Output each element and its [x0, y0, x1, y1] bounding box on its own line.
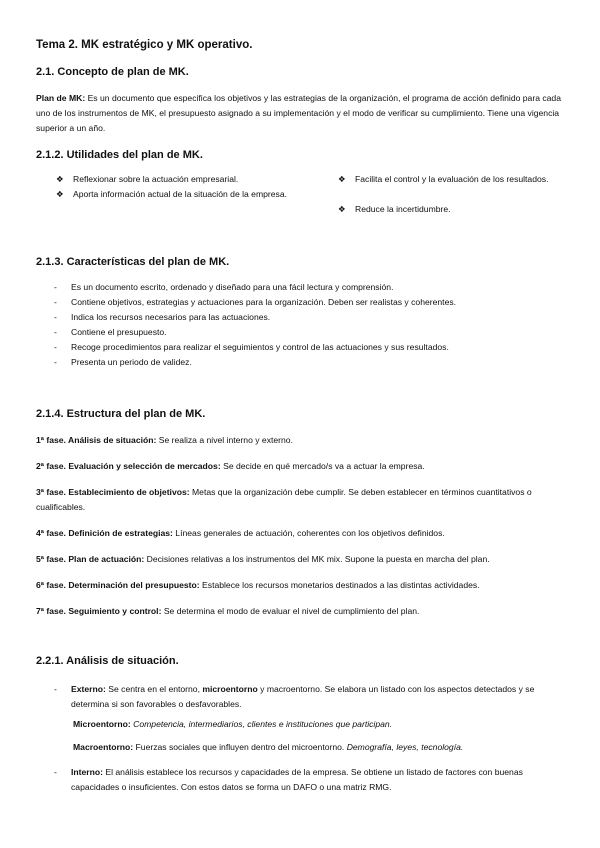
utility-item: ❖ Facilita el control y la evaluación de los resultados.	[338, 172, 568, 187]
macroentorno-line: Macroentorno: Fuerzas sociales que influyen dentro del microentorno. Demografía, leyes, tecnología.	[73, 742, 464, 752]
plan-term: Plan de MK:	[36, 93, 86, 103]
phase-item: 7ª fase. Seguimiento y control: Se determina el modo de evaluar el nivel de cumplimiento del plan.	[36, 606, 420, 616]
plan-definition-paragraph	[36, 91, 568, 136]
externo-label: Externo:	[71, 684, 106, 694]
dash-bullet: -	[54, 312, 57, 322]
dash-bullet: -	[54, 327, 57, 337]
utility-item: ❖ Reflexionar sobre la actuación empresarial.	[56, 172, 301, 187]
phase-item: 2ª fase. Evaluación y selección de mercados: Se decide en qué mercado/s va a actuar la empresa.	[36, 461, 425, 471]
characteristic-item: - Presenta un periodo de validez.	[54, 355, 568, 370]
characteristic-item: - Indica los recursos necesarios para las actuaciones.	[54, 310, 568, 325]
externo-item: - Externo: Se centra en el entorno, microentorno y macroentorno. Se elabora un listado con los aspectos detectados y se determina si son favorables o desfavorables.	[54, 684, 535, 709]
dash-bullet: -	[54, 297, 57, 307]
diamond-bullet-icon: ❖	[56, 189, 64, 199]
plan-definition-text: Es un documento que especifica los objetivos y las estrategias de la organización, el programa de acción definido para cada uno de los instrumentos de MK, el presupuesto asignado a su implementación y el modo de verificar su cumplimiento. Tiene una vigencia superior a un año.	[36, 93, 561, 133]
section-2-1-3-heading: 2.1.3. Características del plan de MK.	[36, 256, 230, 268]
dash-bullet: -	[54, 282, 57, 292]
section-2-2-1-heading: 2.2.1. Análisis de situación.	[36, 655, 179, 667]
phase-item: 6ª fase. Determinación del presupuesto: Establece los recursos monetarios destinados a las distintas actividades.	[36, 580, 480, 590]
dash-bullet: -	[54, 342, 57, 352]
diamond-bullet-icon: ❖	[56, 174, 64, 184]
phase-item: 5ª fase. Plan de actuación: Decisiones relativas a los instrumentos del MK mix. Supone la puesta en marcha del plan.	[36, 554, 490, 564]
microentorno-line: Microentorno: Competencia, intermediarios, clientes e instituciones que participan.	[73, 719, 393, 729]
diamond-bullet-icon: ❖	[338, 204, 346, 214]
phase-item: 4ª fase. Definición de estrategias: Líneas generales de actuación, coherentes con los objetivos definidos.	[36, 528, 445, 538]
dash-bullet: -	[54, 357, 57, 367]
phase-item: 1ª fase. Análisis de situación: Se realiza a nivel interno y externo.	[36, 435, 293, 445]
diamond-bullet-icon: ❖	[338, 174, 346, 184]
utility-item: ❖ Aporta información actual de la situación de la empresa.	[56, 187, 301, 202]
characteristic-item: - Recoge procedimientos para realizar el seguimientos y control de las actuaciones y sus resultados.	[54, 340, 568, 355]
section-2-1-heading: 2.1. Concepto de plan de MK.	[36, 66, 189, 78]
characteristic-item: - Contiene objetivos, estrategias y actuaciones para la organización. Deben ser realistas y coherentes.	[54, 295, 568, 310]
utility-item: ❖ Reduce la incertidumbre.	[338, 202, 568, 217]
section-2-1-2-heading: 2.1.2. Utilidades del plan de MK.	[36, 149, 203, 161]
dash-bullet: -	[54, 684, 57, 694]
interno-item: - Interno: El análisis establece los recursos y capacidades de la empresa. Se obtiene un listado de factores con buenas capacidades o insuficientes. Con estos datos se forma un DAFO o una matriz RMG.	[54, 767, 523, 792]
document-title: Tema 2. MK estratégico y MK operativo.	[36, 39, 253, 51]
phase-item: 3ª fase. Establecimiento de objetivos: Metas que la organización debe cumplir. Se deben establecer en términos cuantitativos o cualificables.	[36, 487, 532, 512]
characteristic-item: - Es un documento escrito, ordenado y diseñado para una fácil lectura y comprensión.	[54, 280, 568, 295]
section-2-1-4-heading: 2.1.4. Estructura del plan de MK.	[36, 408, 206, 420]
interno-label: Interno:	[71, 767, 103, 777]
dash-bullet: -	[54, 767, 57, 777]
characteristic-item: - Contiene el presupuesto.	[54, 325, 568, 340]
